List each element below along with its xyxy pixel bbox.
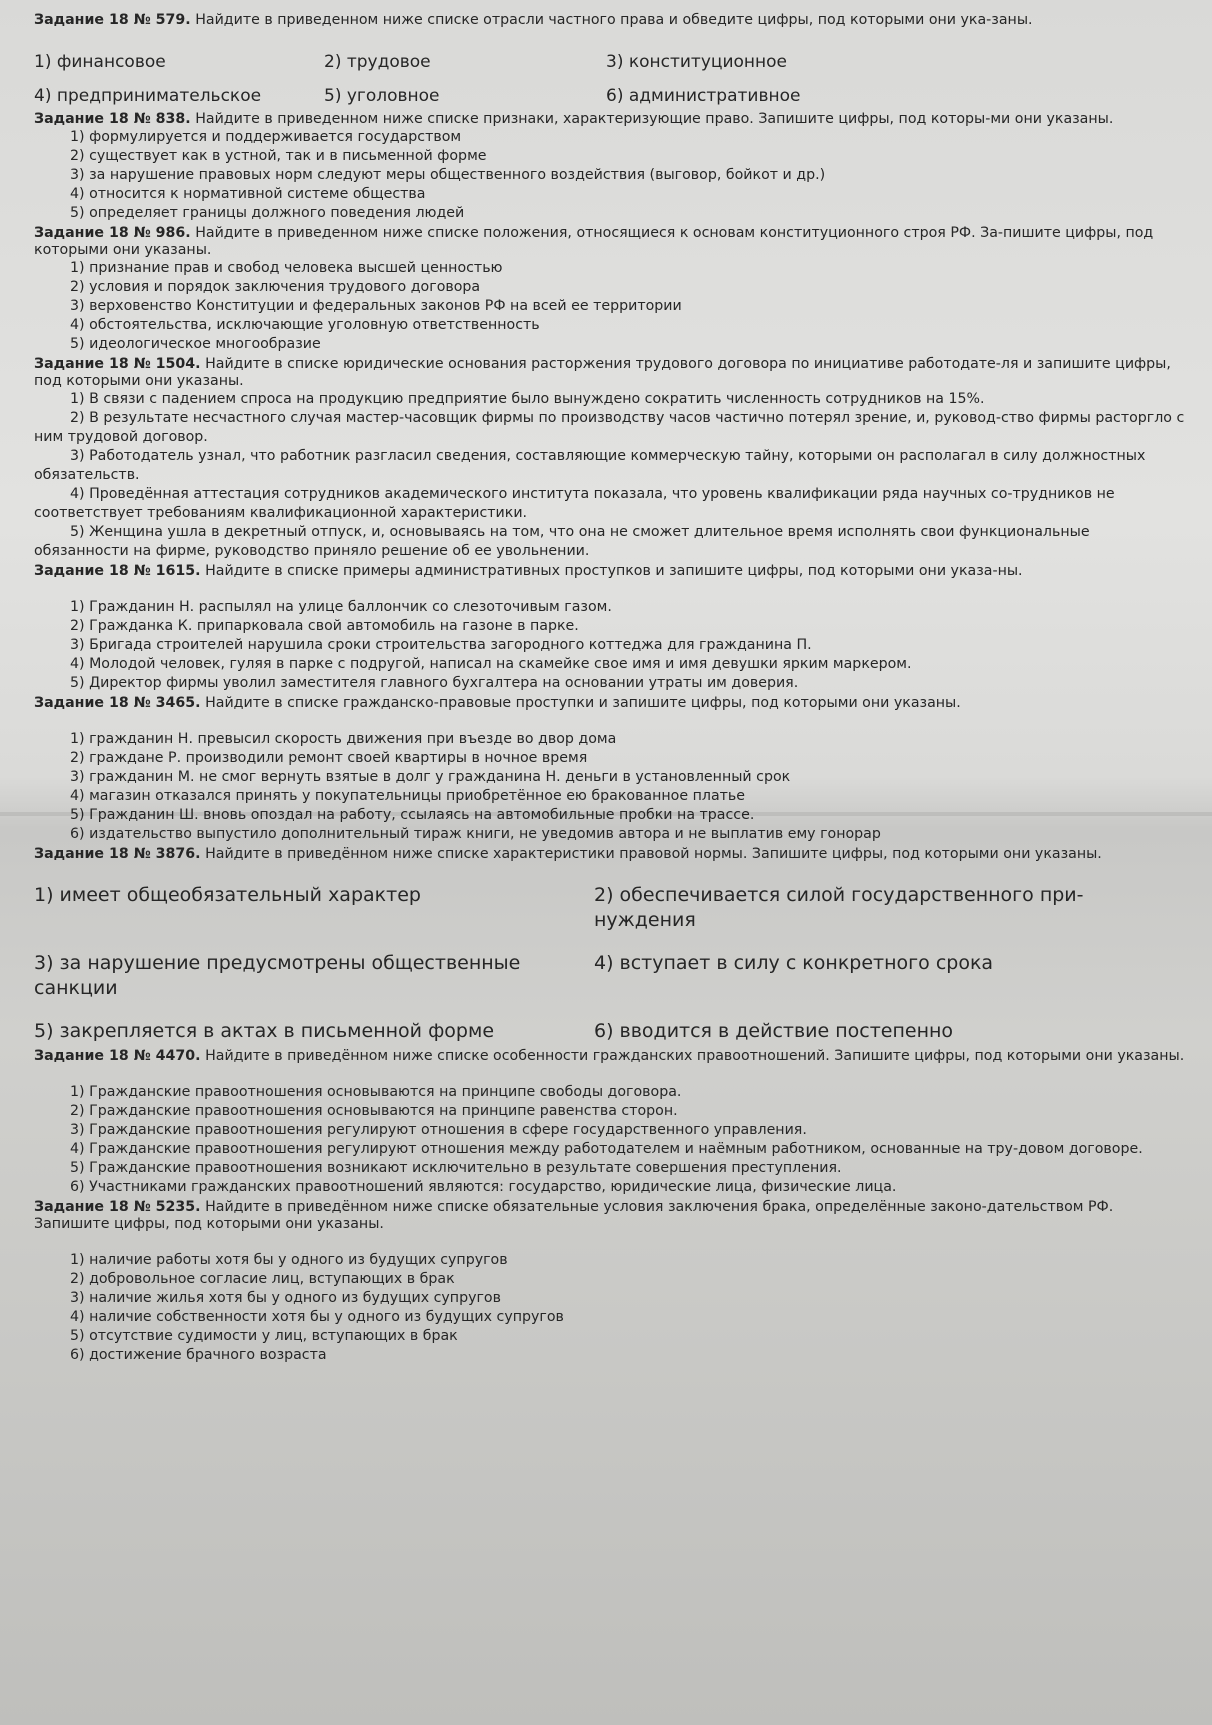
answer-option: 1) наличие работы хотя бы у одного из будущих супругов (70, 1252, 508, 1268)
answer-option: 6) вводится в действие постепенно (594, 1020, 954, 1042)
answer-option: 4) магазин отказался принять у покупательницы приобретённое ею бракованное платье (70, 788, 745, 804)
answer-option: 3) за нарушение предусмотрены общественные санкции (34, 952, 521, 999)
spacer (34, 1233, 1186, 1251)
answer-options (34, 259, 1186, 354)
answer-option: 1) Гражданин Н. распылял на улице баллончик со слезоточивым газом. (70, 599, 612, 615)
answer-option: 1) В связи с падением спроса на продукцию предприятие было вынуждено сократить численность сотрудников на 15%. (70, 391, 985, 407)
answer-option: 4) обстоятельства, исключающие уголовную ответственность (70, 317, 540, 333)
task-question: Найдите в приведённом ниже списке характеристики правовой нормы. Запишите цифры, под которыми они указаны. (205, 846, 1102, 862)
task-number: Задание 18 № 986. (34, 225, 191, 241)
spacer (34, 580, 1186, 598)
answer-option: 4) вступает в силу с конкретного срока (594, 952, 994, 974)
task-question: Найдите в приведенном ниже списке признаки, характеризующие право. Запишите цифры, под которы-ми они указаны. (195, 111, 1114, 127)
answer-option: 2) В результате несчастного случая мастер-часовщик фирмы по производству часов частично потерял зрение, и, руковод-ство фирмы расторгло с ним трудовой договор. (34, 410, 1185, 445)
answer-option: 5) идеологическое многообразие (70, 336, 321, 352)
answer-option: 2) существует как в устной, так и в письменной форме (70, 148, 487, 164)
task-question: Найдите в приведенном ниже списке отрасли частного права и обведите цифры, под которыми они ука-заны. (195, 12, 1033, 28)
task-block (34, 1048, 1186, 1197)
task-heading (34, 111, 1186, 128)
answer-option: 1) имеет общеобязательный характер (34, 884, 421, 906)
answer-option: 6) административное (606, 86, 801, 106)
answer-option: 3) Работодатель узнал, что работник разгласил сведения, составляющие коммерческую тайну, которыми он располагал в силу должностных обязательств. (34, 448, 1146, 483)
answer-option: 4) Гражданские правоотношения регулируют отношения между работодателем и наёмным работником, основанные на тру-довом договоре. (70, 1141, 1143, 1157)
task-number: Задание 18 № 579. (34, 12, 191, 28)
answer-option: 5) определяет границы должного поведения людей (70, 205, 465, 221)
task-number: Задание 18 № 1504. (34, 356, 201, 372)
answer-option: 1) признание прав и свобод человека высшей ценностью (70, 260, 503, 276)
answer-option: 5) Директор фирмы уволил заместителя главного бухгалтера на основании утраты им доверия. (70, 675, 799, 691)
answer-options (34, 883, 1186, 1044)
answer-option: 2) граждане Р. производили ремонт своей квартиры в ночное время (70, 750, 588, 766)
task-question: Найдите в приведённом ниже списке обязательные условия заключения брака, определённые законо-дательством РФ. Запишите цифры, под которыми они указаны. (34, 1199, 1114, 1232)
task-question: Найдите в приведённом ниже списке особенности гражданских правоотношений. Запишите цифры, под которыми они указаны. (205, 1048, 1185, 1064)
task-number: Задание 18 № 5235. (34, 1199, 201, 1215)
answer-option: 6) Участниками гражданских правоотношений являются: государство, юридические лица, физические лица. (70, 1179, 897, 1195)
answer-option: 2) трудовое (324, 52, 431, 72)
spacer (34, 1065, 1186, 1083)
task-heading (34, 695, 1186, 712)
answer-option: 5) Гражданские правоотношения возникают исключительно в результате совершения преступления. (70, 1160, 842, 1176)
answer-option: 3) Гражданские правоотношения регулируют отношения в сфере государственного управления. (70, 1122, 807, 1138)
answer-option: 3) за нарушение правовых норм следуют меры общественного воздействия (выговор, бойкот и др.) (70, 167, 826, 183)
task-question: Найдите в списке юридические основания расторжения трудового договора по инициативе работодате-ля и запишите цифры, под которыми они указаны. (34, 356, 1171, 389)
task-block (34, 225, 1186, 354)
answer-options (34, 1251, 1186, 1365)
answer-options (34, 128, 1186, 223)
task-block (34, 12, 1186, 107)
task-number: Задание 18 № 3876. (34, 846, 201, 862)
answer-option: 2) Гражданка К. припарковала свой автомобиль на газоне в парке. (70, 618, 579, 634)
task-list (34, 12, 1186, 1365)
answer-option: 5) отсутствие судимости у лиц, вступающих в брак (70, 1328, 458, 1344)
task-block (34, 356, 1186, 561)
answer-options (34, 730, 1186, 844)
task-heading (34, 12, 1186, 29)
answer-option: 4) Молодой человек, гуляя в парке с подругой, написал на скамейке свое имя и имя девушки ярким маркером. (70, 656, 912, 672)
answer-option: 2) условия и порядок заключения трудового договора (70, 279, 481, 295)
task-heading (34, 563, 1186, 580)
answer-option: 1) гражданин Н. превысил скорость движения при въезде во двор дома (70, 731, 617, 747)
task-heading (34, 1048, 1186, 1065)
answer-option: 5) уголовное (324, 86, 440, 106)
answer-option: 2) Гражданские правоотношения основываются на принципе равенства сторон. (70, 1103, 678, 1119)
answer-option: 6) достижение брачного возраста (70, 1347, 327, 1363)
task-question: Найдите в списке примеры административных проступков и запишите цифры, под которыми они указа-ны. (205, 563, 1023, 579)
answer-option: 3) наличие жилья хотя бы у одного из будущих супругов (70, 1290, 501, 1306)
task-heading (34, 1199, 1186, 1233)
answer-option: 6) издательство выпустило дополнительный тираж книги, не уведомив автора и не выплатив ему гонорар (70, 826, 881, 842)
task-number: Задание 18 № 1615. (34, 563, 201, 579)
answer-option: 3) верховенство Конституции и федеральных законов РФ на всей ее территории (70, 298, 682, 314)
task-block (34, 846, 1186, 1044)
task-block (34, 563, 1186, 693)
answer-option: 2) обеспечивается силой государственного при-нуждения (594, 884, 1084, 931)
task-heading (34, 846, 1186, 863)
answer-option: 3) гражданин М. не смог вернуть взятые в долг у гражданина Н. деньги в установленный срок (70, 769, 791, 785)
answer-option: 1) финансовое (34, 52, 166, 72)
answer-option: 4) Проведённая аттестация сотрудников академического института показала, что уровень квалификации ряда научных со-трудников не соответствует требованиям квалификационной характеристики. (34, 486, 1115, 521)
answer-options (34, 51, 1186, 107)
task-block (34, 695, 1186, 844)
answer-options (34, 598, 1186, 693)
task-heading (34, 225, 1186, 259)
answer-option: 4) предпринимательское (34, 86, 262, 106)
task-number: Задание 18 № 838. (34, 111, 191, 127)
task-block (34, 111, 1186, 223)
answer-options (34, 390, 1186, 561)
answer-option: 4) наличие собственности хотя бы у одного из будущих супругов (70, 1309, 564, 1325)
spacer (34, 712, 1186, 730)
answer-option: 5) Женщина ушла в декретный отпуск, и, основываясь на том, что она не сможет длительное время исполнять свои функциональные обязанности на фирме, руководство приняло решение об ее увольнении. (34, 524, 1090, 559)
task-block (34, 1199, 1186, 1365)
answer-option: 3) конституционное (606, 52, 788, 72)
answer-option: 1) формулируется и поддерживается государством (70, 129, 462, 145)
task-number: Задание 18 № 3465. (34, 695, 201, 711)
task-question: Найдите в списке гражданско-правовые проступки и запишите цифры, под которыми они указаны. (205, 695, 961, 711)
answer-option: 5) закрепляется в актах в письменной форме (34, 1020, 495, 1042)
task-question: Найдите в приведенном ниже списке положения, относящиеся к основам конституционного строя РФ. За-пишите цифры, под которыми они указаны. (34, 225, 1154, 258)
answer-option: 2) добровольное согласие лиц, вступающих в брак (70, 1271, 455, 1287)
task-heading (34, 356, 1186, 390)
answer-option: 1) Гражданские правоотношения основываются на принципе свободы договора. (70, 1084, 682, 1100)
paper-fold (0, 812, 1212, 816)
answer-option: 5) Гражданин Ш. вновь опоздал на работу, ссылаясь на автомобильные пробки на трассе. (70, 807, 755, 823)
answer-option: 3) Бригада строителей нарушила сроки строительства загородного коттеджа для гражданина П. (70, 637, 812, 653)
answer-option: 4) относится к нормативной системе общества (70, 186, 426, 202)
answer-options (34, 1083, 1186, 1197)
task-number: Задание 18 № 4470. (34, 1048, 201, 1064)
